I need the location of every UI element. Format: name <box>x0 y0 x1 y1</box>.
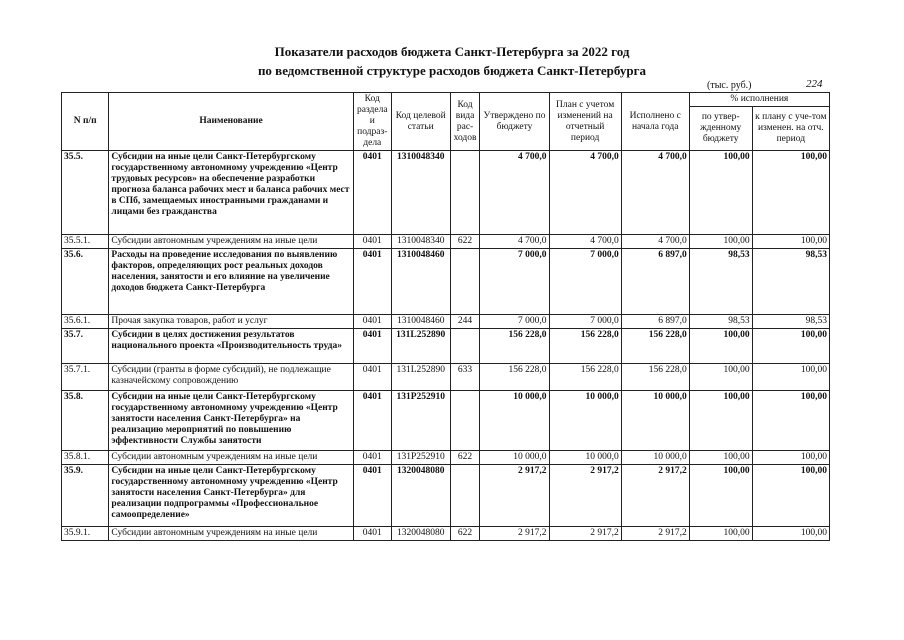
row-approved: 10 000,0 <box>480 391 549 451</box>
row-name: Субсидии автономным учреждениям на иные цели <box>109 235 353 249</box>
row-pct-budget: 100,00 <box>689 364 752 391</box>
row-pct-budget: 100,00 <box>689 235 752 249</box>
row-number: 35.5.1. <box>62 235 109 249</box>
row-executed: 4 700,0 <box>621 151 689 235</box>
row-pct-plan: 100,00 <box>752 465 829 527</box>
row-razdel: 0401 <box>353 391 391 451</box>
row-pct-budget: 100,00 <box>689 465 752 527</box>
document-title: Показатели расходов бюджета Санкт-Петербурга за 2022 год <box>274 44 630 59</box>
header-statya: Код целевой статьи <box>391 93 450 151</box>
row-number: 35.7. <box>62 329 109 364</box>
table-row <box>62 465 830 527</box>
row-plan: 10 000,0 <box>549 451 621 465</box>
table-row <box>62 315 830 329</box>
header-pct-group: % исполнения <box>689 93 829 107</box>
row-pct-plan: 100,00 <box>752 364 829 391</box>
row-razdel: 0401 <box>353 151 391 235</box>
row-razdel: 0401 <box>353 527 391 541</box>
row-statya: 131P252910 <box>391 391 450 451</box>
row-plan: 2 917,2 <box>549 527 621 541</box>
row-pct-budget: 98,53 <box>689 249 752 315</box>
row-vid <box>450 465 480 527</box>
row-razdel: 0401 <box>353 364 391 391</box>
row-name: Субсидии автономным учреждениям на иные цели <box>109 451 353 465</box>
row-number: 35.5. <box>62 151 109 235</box>
row-approved: 2 917,2 <box>480 465 549 527</box>
row-number: 35.9.1. <box>62 527 109 541</box>
row-executed: 6 897,0 <box>621 315 689 329</box>
row-name: Субсидии автономным учреждениям на иные цели <box>109 527 353 541</box>
row-vid: 633 <box>450 364 480 391</box>
row-razdel: 0401 <box>353 329 391 364</box>
row-number: 35.8.1. <box>62 451 109 465</box>
row-plan: 4 700,0 <box>549 151 621 235</box>
row-razdel: 0401 <box>353 315 391 329</box>
row-pct-plan: 100,00 <box>752 151 829 235</box>
row-executed: 2 917,2 <box>621 527 689 541</box>
row-number: 35.6. <box>62 249 109 315</box>
header-utv: Утверждено по бюджету <box>480 93 549 151</box>
row-vid <box>450 329 480 364</box>
row-executed: 10 000,0 <box>621 451 689 465</box>
budget-table <box>61 92 830 541</box>
header-isp: Исполнено с начала года <box>621 93 689 151</box>
table-row <box>62 391 830 451</box>
row-statya: 131L252890 <box>391 329 450 364</box>
row-plan: 7 000,0 <box>549 315 621 329</box>
header-pct-budget: по утвер-жденному бюджету <box>689 107 752 151</box>
row-plan: 10 000,0 <box>549 391 621 451</box>
row-pct-budget: 100,00 <box>689 391 752 451</box>
row-executed: 156 228,0 <box>621 364 689 391</box>
row-name: Субсидии на иные цели Санкт-Петербургскому государственному автономному учреждению «Центр занятости населения Санкт-Петербурга» для реализации подпрограммы «Профессиональное самоопределение» <box>109 465 353 527</box>
row-vid: 244 <box>450 315 480 329</box>
table-row <box>62 151 830 235</box>
units-label: (тыс. руб.) <box>707 80 752 91</box>
header-name: Наименование <box>109 93 353 151</box>
row-executed: 6 897,0 <box>621 249 689 315</box>
row-executed: 10 000,0 <box>621 391 689 451</box>
row-approved: 7 000,0 <box>480 249 549 315</box>
row-razdel: 0401 <box>353 235 391 249</box>
row-approved: 10 000,0 <box>480 451 549 465</box>
row-statya: 131L252890 <box>391 364 450 391</box>
row-plan: 7 000,0 <box>549 249 621 315</box>
row-plan: 156 228,0 <box>549 329 621 364</box>
header-num: N п/п <box>62 93 109 151</box>
row-name: Прочая закупка товаров, работ и услуг <box>109 315 353 329</box>
row-approved: 7 000,0 <box>480 315 549 329</box>
row-razdel: 0401 <box>353 249 391 315</box>
row-pct-budget: 98,53 <box>689 315 752 329</box>
page-number: 224 <box>806 78 823 90</box>
row-vid <box>450 151 480 235</box>
row-number: 35.9. <box>62 465 109 527</box>
row-pct-plan: 100,00 <box>752 527 829 541</box>
table-row <box>62 235 830 249</box>
row-executed: 156 228,0 <box>621 329 689 364</box>
row-number: 35.8. <box>62 391 109 451</box>
row-approved: 4 700,0 <box>480 235 549 249</box>
row-razdel: 0401 <box>353 465 391 527</box>
row-approved: 156 228,0 <box>480 364 549 391</box>
document-subtitle: по ведомственной структуре расходов бюджета Санкт-Петербурга <box>257 63 647 78</box>
header-razdel: Код раздела и подраз-дела <box>353 93 391 151</box>
row-statya: 1310048460 <box>391 315 450 329</box>
row-pct-plan: 100,00 <box>752 329 829 364</box>
row-vid <box>450 391 480 451</box>
row-pct-plan: 100,00 <box>752 451 829 465</box>
row-statya: 1310048460 <box>391 249 450 315</box>
row-approved: 2 917,2 <box>480 527 549 541</box>
row-pct-plan: 100,00 <box>752 235 829 249</box>
row-vid: 622 <box>450 527 480 541</box>
row-statya: 1320048080 <box>391 465 450 527</box>
row-name: Субсидии на иные цели Санкт-Петербургскому государственному автономному учреждению «Центр трудовых ресурсов» на обеспечение разработки прогноза баланса рабочих мест и баланса рабочих мест в СПб, замещаемых иностранными гражданами и лицами без гражданства <box>109 151 353 235</box>
row-executed: 4 700,0 <box>621 235 689 249</box>
row-pct-budget: 100,00 <box>689 451 752 465</box>
row-pct-budget: 100,00 <box>689 527 752 541</box>
row-name: Субсидии (гранты в форме субсидий), не подлежащие казначейскому сопровождению <box>109 364 353 391</box>
row-plan: 2 917,2 <box>549 465 621 527</box>
row-approved: 4 700,0 <box>480 151 549 235</box>
row-approved: 156 228,0 <box>480 329 549 364</box>
row-plan: 4 700,0 <box>549 235 621 249</box>
header-plan: План с учетом изменений на отчетный период <box>549 93 621 151</box>
row-pct-budget: 100,00 <box>689 151 752 235</box>
row-plan: 156 228,0 <box>549 364 621 391</box>
row-statya: 131P252910 <box>391 451 450 465</box>
table-row <box>62 364 830 391</box>
row-statya: 1320048080 <box>391 527 450 541</box>
table-body <box>62 151 830 541</box>
table-row <box>62 451 830 465</box>
row-number: 35.6.1. <box>62 315 109 329</box>
row-pct-plan: 98,53 <box>752 315 829 329</box>
row-number: 35.7.1. <box>62 364 109 391</box>
row-razdel: 0401 <box>353 451 391 465</box>
row-vid: 622 <box>450 451 480 465</box>
row-executed: 2 917,2 <box>621 465 689 527</box>
row-name: Расходы на проведение исследования по выявлению факторов, определяющих рост реальных доходов населения, занятости и его влияние на увеличение доходов бюджета Санкт-Петербурга <box>109 249 353 315</box>
row-pct-plan: 98,53 <box>752 249 829 315</box>
table-row <box>62 527 830 541</box>
row-pct-plan: 100,00 <box>752 391 829 451</box>
row-pct-budget: 100,00 <box>689 329 752 364</box>
table-row <box>62 329 830 364</box>
header-pct-plan: к плану с уче-том изменен. на отч. период <box>752 107 829 151</box>
header-vid: Код вида рас-ходов <box>450 93 480 151</box>
row-statya: 1310048340 <box>391 151 450 235</box>
row-vid: 622 <box>450 235 480 249</box>
row-statya: 1310048340 <box>391 235 450 249</box>
row-name: Субсидии в целях достижения результатов национального проекта «Производительность труда» <box>109 329 353 364</box>
row-vid <box>450 249 480 315</box>
row-name: Субсидии на иные цели Санкт-Петербургскому государственному автономному учреждению «Центр занятости населения Санкт-Петербурга» на реализацию мероприятий по повышению эффективности Службы занятости <box>109 391 353 451</box>
table-row <box>62 249 830 315</box>
